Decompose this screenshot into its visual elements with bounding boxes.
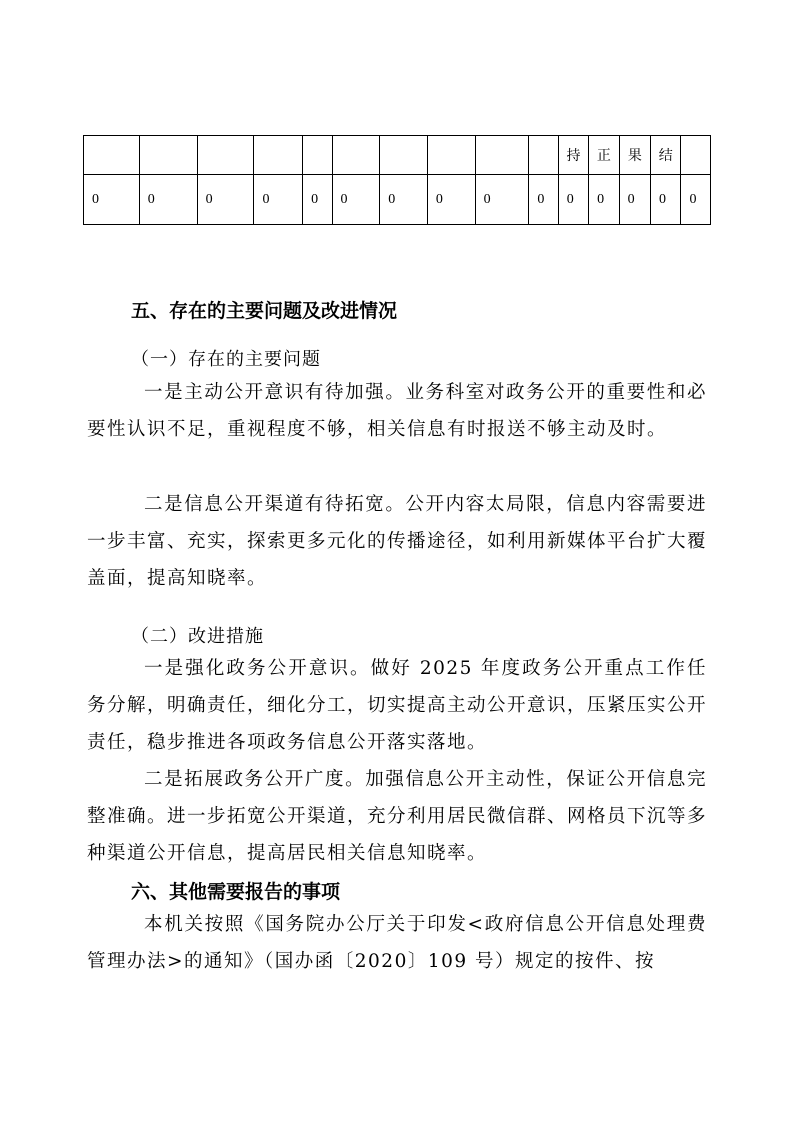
paragraph-measure-2: 二是拓展政务公开广度。加强信息公开主动性，保证公开信息完整准确。进一步拓宽公开渠道，充分利用居民微信群、网格员下沉等多种渠道公开信息，提高居民相关信息知晓率。	[87, 769, 708, 864]
table-cell: 0	[651, 175, 681, 225]
paragraph-problem-2: 二是信息公开渠道有待拓宽。公开内容太局限，信息内容需要进一步丰富、充实，探索更多元化的传播途径，如利用新媒体平台扩大覆盖面，提高知晓率。	[87, 494, 708, 589]
table-cell	[139, 136, 197, 175]
subheading-problems: （一）存在的主要问题	[131, 349, 321, 370]
table-cell	[681, 136, 711, 175]
table-cell: 0	[303, 175, 332, 225]
table-cell: 持	[558, 136, 588, 175]
table-cell	[529, 136, 558, 175]
table-cell: 0	[197, 175, 254, 225]
table-cell: 0	[619, 175, 650, 225]
table-cell	[332, 136, 380, 175]
section-heading-6: 六、其他需要报告的事项	[131, 881, 341, 903]
table-cell	[254, 136, 303, 175]
table-cell: 0	[529, 175, 558, 225]
table-value-row	[84, 175, 711, 225]
table-cell: 结	[651, 136, 681, 175]
statistics-table	[83, 135, 711, 225]
paragraph-other-matters: 本机关按照《国务院办公厅关于印发<政府信息公开信息处理费管理办法>的通知》（国办函〔2020〕109 号）规定的按件、按	[87, 914, 707, 972]
table-cell: 0	[84, 175, 140, 225]
table-cell: 0	[332, 175, 380, 225]
table-cell	[380, 136, 428, 175]
paragraph-problem-1: 一是主动公开意识有待加强。业务科室对政务公开的重要性和必要性认识不足，重视程度不够，相关信息有时报送不够主动及时。	[87, 382, 707, 440]
table-cell	[84, 136, 140, 175]
table-cell: 0	[681, 175, 711, 225]
table-cell	[475, 136, 529, 175]
section-heading-5: 五、存在的主要问题及改进情况	[131, 300, 398, 322]
table-cell: 0	[427, 175, 475, 225]
table-cell: 0	[380, 175, 428, 225]
table-header-row	[84, 136, 711, 175]
subheading-measures: （二）改进措施	[131, 626, 264, 647]
table-cell	[303, 136, 332, 175]
table-cell: 0	[254, 175, 303, 225]
table-cell	[427, 136, 475, 175]
table-cell: 0	[475, 175, 529, 225]
table-cell: 0	[589, 175, 619, 225]
table-cell: 0	[558, 175, 588, 225]
table-cell: 0	[139, 175, 197, 225]
table-cell: 果	[619, 136, 650, 175]
table-cell	[197, 136, 254, 175]
paragraph-measure-1: 一是强化政务公开意识。做好 2025 年度政务公开重点工作任务分解，明确责任，细化分工，切实提高主动公开意识，压紧压实公开责任，稳步推进各项政务信息公开落实落地。	[87, 658, 708, 753]
table-cell: 正	[589, 136, 619, 175]
